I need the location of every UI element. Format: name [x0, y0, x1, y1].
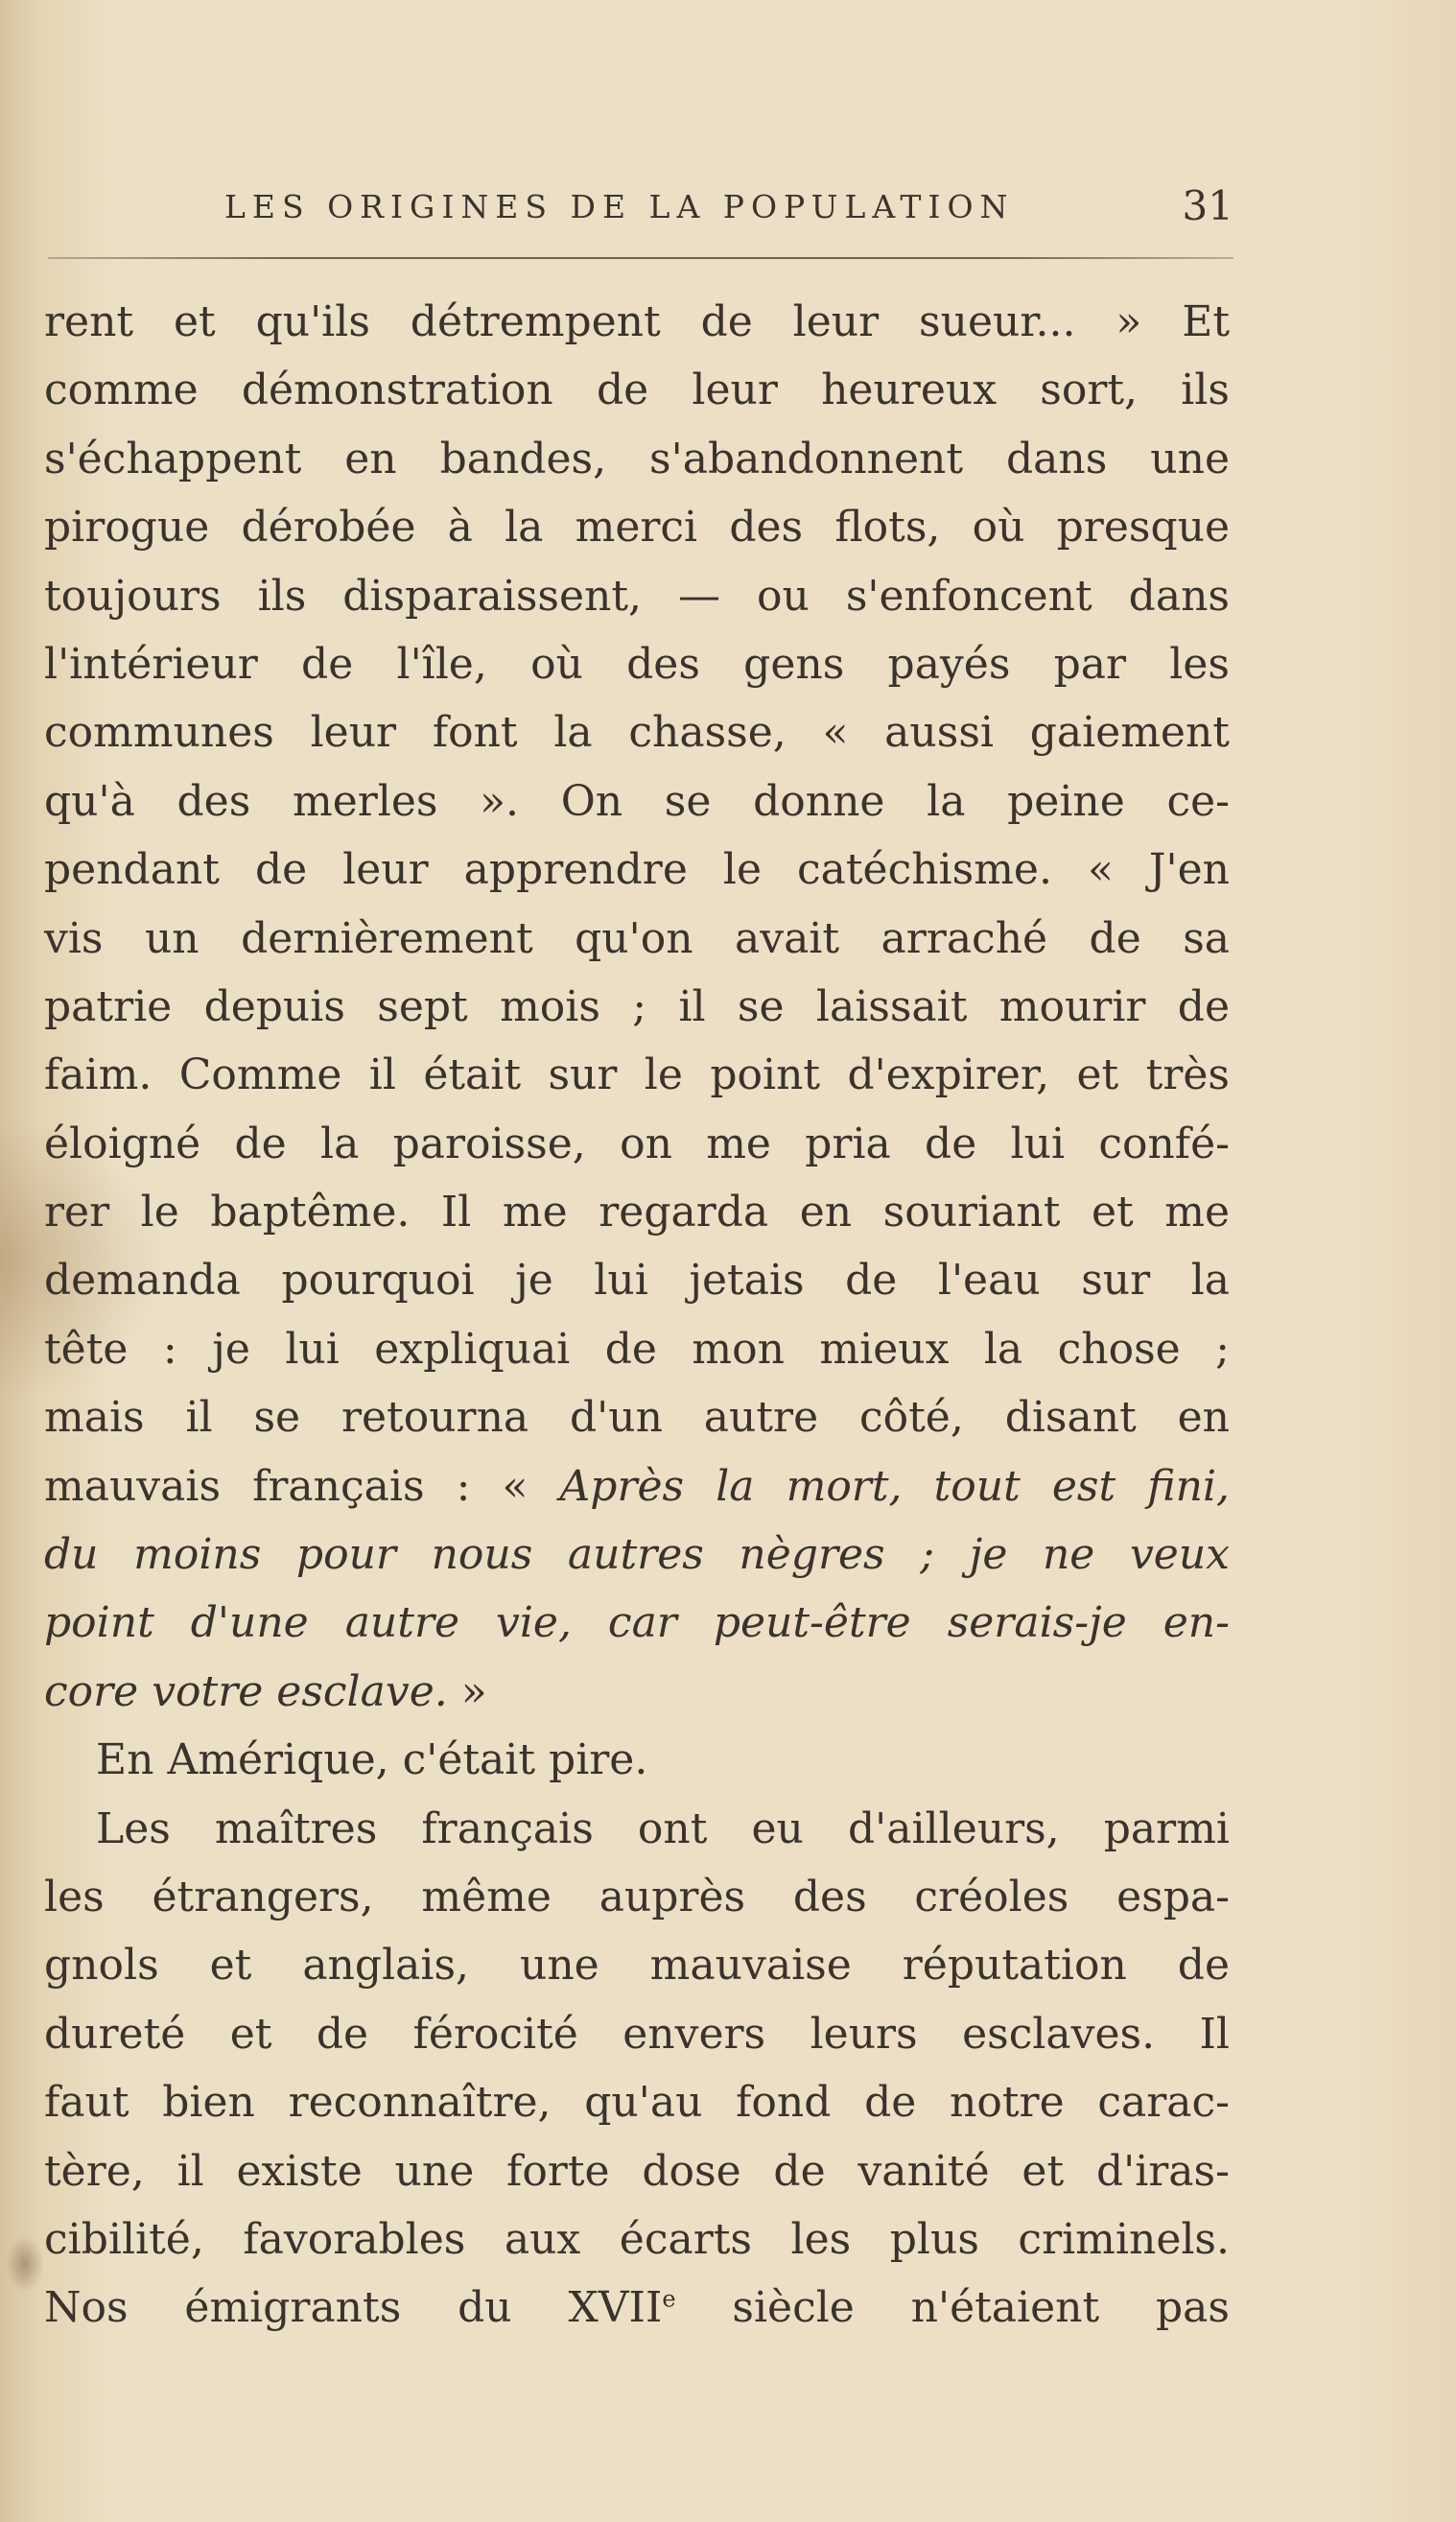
text-line: s'échappent en bandes, s'abandonnent dans une [44, 434, 1230, 483]
text-line [44, 1658, 1230, 1726]
text-line: éloigné de la paroisse, on me pria de lui confé- [44, 1119, 1230, 1168]
text-line [44, 1452, 1230, 1520]
text-line: l'intérieur de l'île, où des gens payés par les [44, 639, 1230, 689]
text-line: faut bien reconnaître, qu'au fond de notre carac- [44, 2078, 1230, 2128]
text-line-italic: point d'une autre vie, car peut-être serais-je en- [44, 1598, 1230, 1648]
paper-stain [6, 2235, 44, 2293]
running-title: LES ORIGINES DE LA POPULATION [224, 188, 1015, 225]
text-line: cibilité, favorables aux écarts les plus criminels. [44, 2214, 1230, 2264]
text-line: tère, il existe une forte dose de vanité et d'iras- [44, 2146, 1230, 2196]
text-roman: Nos émigrants du XVII [44, 2283, 663, 2333]
text-line: patrie depuis sept mois ; il se laissait mourir de [44, 981, 1230, 1031]
header-rule [48, 257, 1233, 259]
page-number: 31 [1182, 182, 1233, 229]
text-line: gnols et anglais, une mauvaise réputation de [44, 1941, 1230, 1991]
text-line-italic: du moins pour nous autres nègres ; je ne veux [44, 1530, 1230, 1580]
text-italic: core votre esclave. [44, 1666, 448, 1716]
text-line: dureté et de férocité envers leurs esclaves. Il [44, 2009, 1230, 2059]
superscript: e [662, 2285, 676, 2313]
text-line: faim. Comme il était sur le point d'expirer, et très [44, 1050, 1230, 1100]
text-italic: Après la mort, tout est fini, [559, 1461, 1230, 1511]
text-line: tête : je lui expliquai de mon mieux la chose ; [44, 1324, 1230, 1374]
text-line: demanda pourquoi je lui jetais de l'eau sur la [44, 1256, 1230, 1306]
text-line: qu'à des merles ». On se donne la peine ce- [44, 776, 1230, 826]
page-header [0, 182, 1456, 240]
text-roman: siècle n'étaient pas [675, 2283, 1230, 2333]
text-line [44, 2274, 1230, 2342]
text-line: vis un dernièrement qu'on avait arraché de sa [44, 913, 1230, 963]
text-line: mais il se retourna d'un autre côté, disant en [44, 1393, 1230, 1443]
body-text [44, 288, 1230, 2343]
text-roman: mauvais français : « [44, 1461, 560, 1511]
text-line: rer le baptême. Il me regarda en souriant et me [44, 1188, 1230, 1237]
text-line: rent et qu'ils détrempent de leur sueur... » Et [44, 297, 1230, 346]
text-line: les étrangers, même auprès des créoles espa- [44, 1872, 1230, 1921]
paragraph-line: Les maîtres français ont eu d'ailleurs, parmi [96, 1803, 1230, 1853]
text-line: pendant de leur apprendre le catéchisme. « J'en [44, 845, 1230, 895]
text-roman: » [447, 1666, 487, 1716]
text-line: communes leur font la chasse, « aussi gaiement [44, 708, 1230, 758]
text-line: comme démonstration de leur heureux sort, ils [44, 365, 1230, 415]
text-line: pirogue dérobée à la merci des flots, où presque [44, 503, 1230, 553]
paragraph-line: En Amérique, c'était pire. [96, 1735, 648, 1785]
text-line: toujours ils disparaissent, — ou s'enfoncent dans [44, 571, 1230, 621]
